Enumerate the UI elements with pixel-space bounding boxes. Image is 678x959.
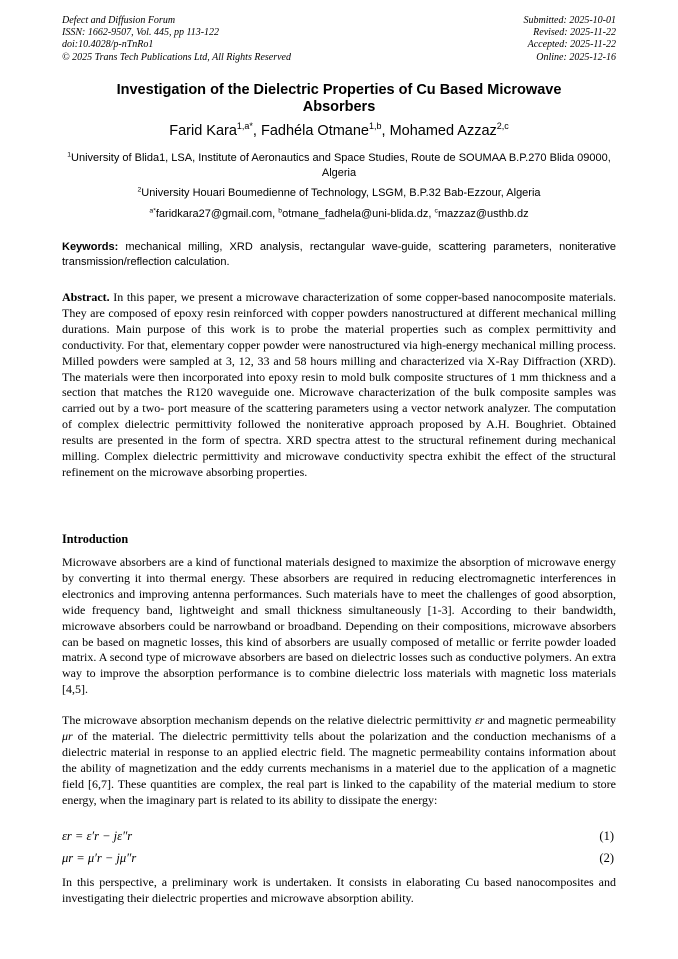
header-left xyxy=(62,15,291,64)
email-link[interactable]: faridkara27@gmail.com, xyxy=(155,208,279,220)
affiliation-1: $^1$University of Blida1, LSA, Institute of Aeronautics and Space Studies, Route de SOUMAA B.P.270 Blida 09000, Algeria xyxy=(67,151,611,179)
intro-paragraph-1: Microwave absorbers are a kind of functional materials designed to maximize the absorption of microwave energy by converting it into thermal energy. These absorbers are required in reducing electromagnetic interferences in electronics and improving antenna performances. Such materials have to meet the challenges of good absorption, wide frequency band, lightweight and small thickness simultaneously [1-3]. According to their bandwidth, microwave absorbers could be narrowband or broadband. Depending on their compositions, microwave absorbers can be based on magnetic losses, this kind of absorbers are usually composed of metallic or ferrite powder loaded matrix. A second type of microwave absorbers are based on dielectric losses such as conductive polymers. An extra way to improve the absorption performance is to combine dielectric loss materials with magnetic loss materials [4,5]. xyxy=(62,555,616,697)
copyright: © 2025 Trans Tech Publications Ltd, All Rights Reserved xyxy=(62,51,291,63)
email-link[interactable]: mazzaz@usthb.dz xyxy=(437,208,529,220)
header-right xyxy=(524,15,617,64)
author-name: Farid Kara xyxy=(169,123,237,139)
author-affiliation-sup: 2,c xyxy=(496,121,509,132)
permeability-symbol: μr xyxy=(62,728,73,743)
keywords-text: mechanical milling, XRD analysis, rectangular wave-guide, scattering parameters, noniterative transmission/reflection calculation. xyxy=(62,241,616,268)
author-affiliation-sup: 1,a* xyxy=(236,121,253,132)
equation-1 xyxy=(62,829,616,847)
author-name: Mohamed Azzaz xyxy=(389,123,497,139)
revised-date: Revised: 2025-11-22 xyxy=(533,27,616,39)
author-list: Farid Kara$^{1,a*}$, Fadhéla Otmane$^{1,b}$, Mohamed Azzaz$^{2,c}$ xyxy=(169,121,509,139)
permittivity-symbol: εr xyxy=(474,713,485,727)
abstract-text: In this paper, we present a microwave characterization of some copper-based nanocomposite materials. They are composed of epoxy resin reinforced with copper powders nanostructured at different mechanical milling durations. Main purpose of this work is to probe the material properties such as complex permittivity and conductivity. For that, elementary copper powder were nanostructured via high-energy mechanical milling process. Milled powders were sampled at 3, 12, 33 and 58 hours milling and characterized via X-Ray Diffraction (XRD). The materials were then incorporated into epoxy resin to mold bulk composite structures of 1 mm thickness and a section that matches the R120 waveguide one. Microwave characterization of the bulk composite samples was carried out by a two- port measure of the scattering parameters using a vector network analyzer. The computation of complex dielectric permittivity followed the noniterative approach proposed by A.H. Boughriet. Obtained results are presented in the form of spectra. XRD spectra attest to the structural refinement during mechanical milling. Complex dielectric permittivity and microwave conductivity spectra exhibit the effect of the structural refinement on the microwave absorbing properties. xyxy=(62,290,617,479)
author-emails: $^{a*}$faridkara27@gmail.com, $^b$otmane_fadhela@uni-blida.dz, $^c$mazzaz@usthb.dz xyxy=(149,207,529,220)
equation-2 xyxy=(62,851,616,869)
email-link[interactable]: otmane_fadhela@uni-blida.dz, xyxy=(282,208,435,220)
keywords xyxy=(62,240,616,270)
journal-name: Defect and Diffusion Forum xyxy=(62,15,176,26)
section-heading-introduction: Introduction xyxy=(62,532,129,546)
accepted-date: Accepted: 2025-11-22 xyxy=(527,39,616,51)
author-affiliation-sup: 1,b xyxy=(369,121,382,132)
equation-expression: μr = μ′r − jμ″r xyxy=(62,851,137,865)
equation-number: (1) xyxy=(599,829,614,843)
intro-paragraph-3: In this perspective, a preliminary work is undertaken. It consists in elaborating Cu based nanocomposites and investigating their dielectric properties and microwave absorption ability. xyxy=(62,875,616,905)
affiliation-2: $^2$University Houari Boumedienne of Technology, LSGM, B.P.32 Bab-Ezzour, Algeria xyxy=(137,186,541,199)
abstract xyxy=(62,290,616,481)
abstract-label: Abstract. xyxy=(62,290,110,304)
paper-title: Investigation of the Dielectric Properties of Cu Based Microwave Absorbers xyxy=(116,82,562,115)
doi: doi:10.4028/p-nTnRo1 xyxy=(62,39,154,51)
keywords-label: Keywords: xyxy=(62,241,119,253)
online-date: Online: 2025-12-16 xyxy=(536,51,616,63)
submitted-date: Submitted: 2025-10-01 xyxy=(523,15,616,26)
equation-expression: εr = ε′r − jε″r xyxy=(62,829,133,843)
issn: ISSN: 1662-9507, Vol. 445, pp 113-122 xyxy=(62,27,220,39)
author-name: Fadhéla Otmane xyxy=(260,123,369,139)
intro-paragraph-2: The microwave absorption mechanism depends on the relative dielectric permittivity εr and magnetic permeability μr of the material. The dielectric permittivity tells about the polarization and the conduction mechanisms of a dielectric material in response to an applied electric field. The magnetic permeability contains information about the ability of magnetization and the eddy currents mechanisms in a materiel due to the application of a magnetic field [6,7]. These quantities are complex, the real part is linked to the capability of the material medium to store energy, when the imaginary part is related to its ability to dissipate the energy: xyxy=(62,713,617,807)
equation-number: (2) xyxy=(599,851,614,865)
